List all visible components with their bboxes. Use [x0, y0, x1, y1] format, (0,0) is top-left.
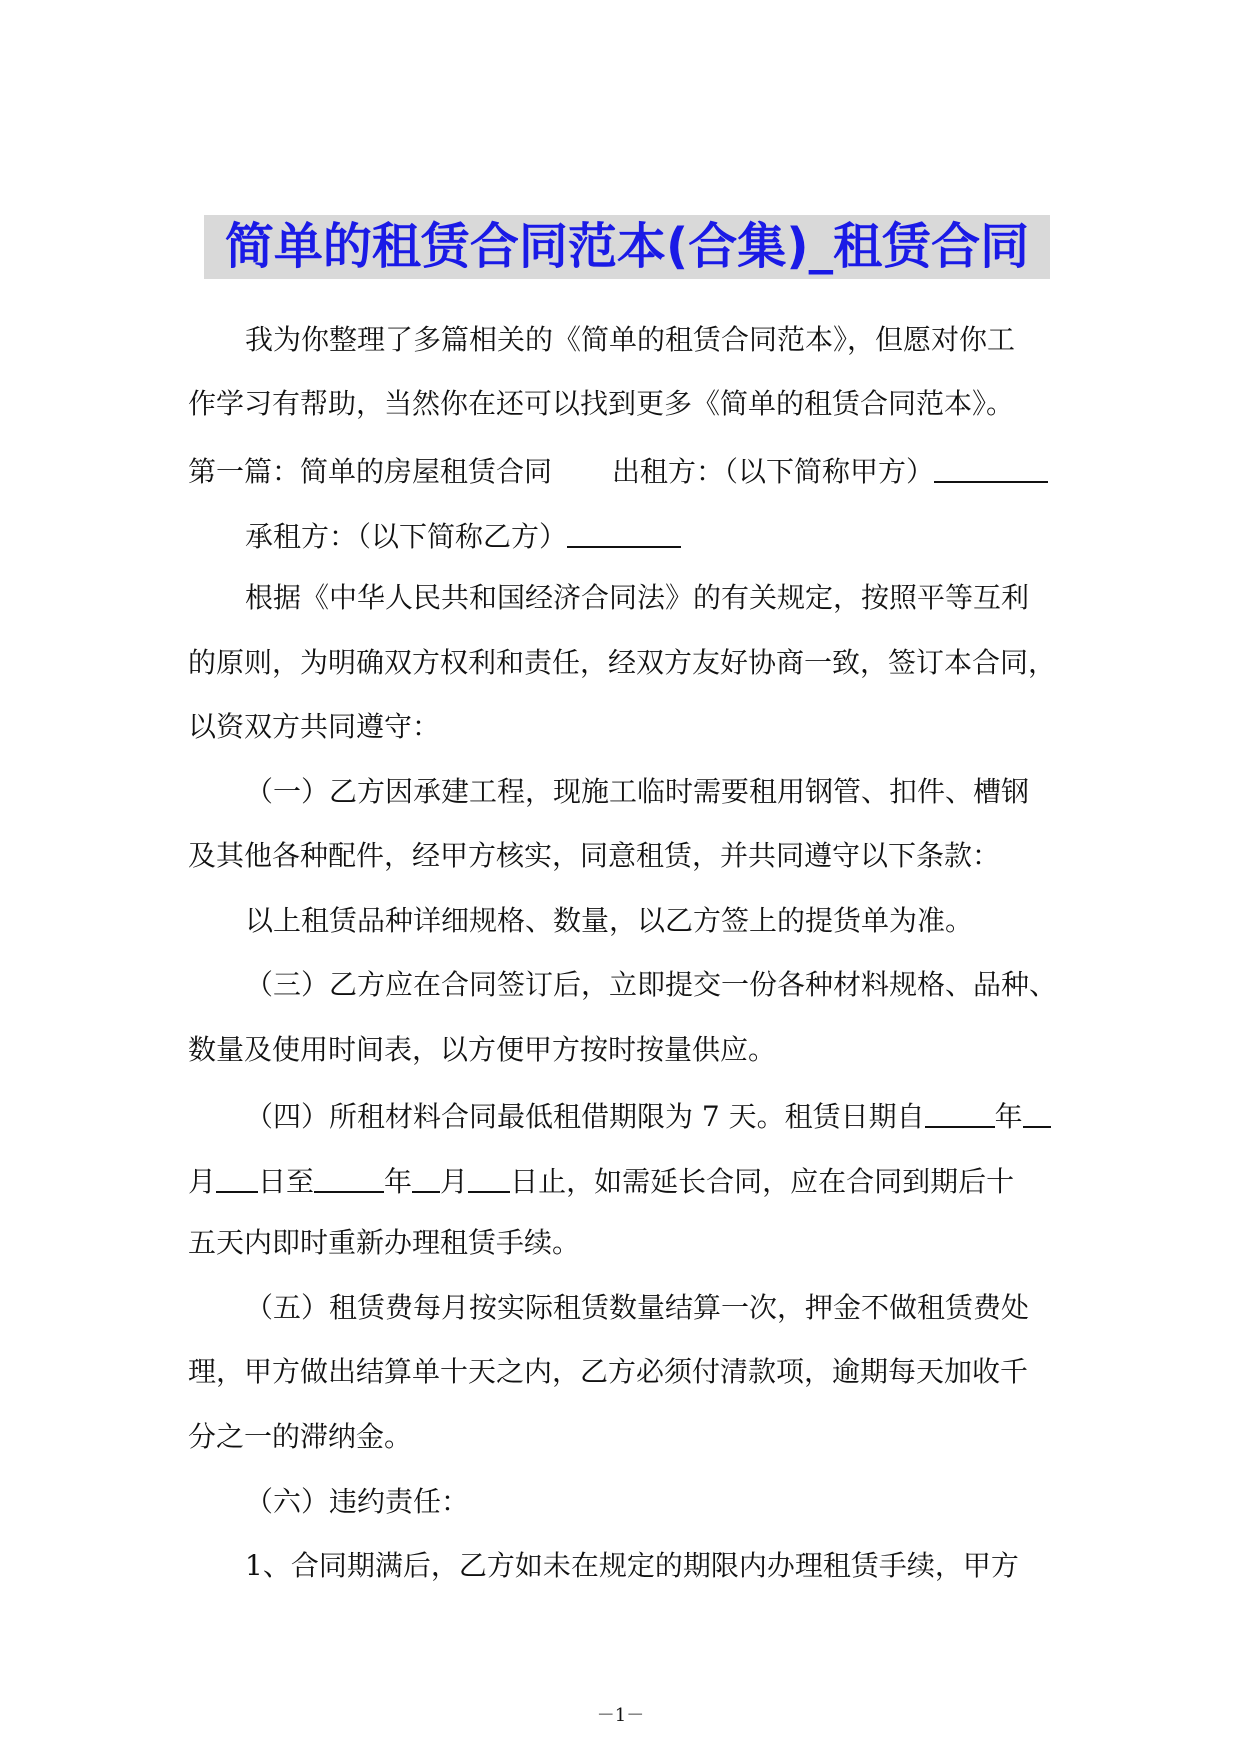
clause4-line-1 — [245, 1096, 1051, 1132]
intro-line-1: 我为你整理了多篇相关的《简单的租赁合同范本》，但愿对你工 — [245, 323, 1016, 356]
lessor-blank — [934, 453, 1048, 483]
lessee-label: 承租方：（以下简称乙方） — [245, 520, 568, 553]
lessor-label: 出租方：（以下简称甲方） — [612, 455, 935, 488]
month-label: 月 — [188, 1165, 217, 1198]
clause1-line-1: （一）乙方因承建工程，现施工临时需要租用钢管、扣件、槽钢 — [245, 775, 1030, 808]
clause4-line-2 — [188, 1161, 1014, 1197]
year-label: 年 — [994, 1100, 1023, 1133]
clause3-line-1: （三）乙方应在合同签订后，立即提交一份各种材料规格、品种、 — [245, 968, 1058, 1001]
day-to-label: 日至 — [258, 1165, 315, 1198]
intro-line-2: 作学习有帮助，当然你在还可以找到更多《简单的租赁合同范本》。 — [188, 387, 1015, 420]
clause6-heading: （六）违约责任： — [245, 1485, 470, 1518]
clause5-line-1: （五）租赁费每月按实际租赁数量结算一次，押金不做租赁费处 — [245, 1291, 1030, 1324]
end-month-label: 月 — [440, 1165, 469, 1198]
clause4-text: （四）所租材料合同最低租借期限为 7 天。租赁日期自 — [245, 1100, 925, 1133]
basis-line-1: 根据《中华人民共和国经济合同法》的有关规定，按照平等互利 — [245, 581, 1030, 614]
section-heading-line — [188, 451, 1048, 487]
start-day-blank — [216, 1163, 258, 1193]
clause4-line-3: 五天内即时重新办理租赁手续。 — [188, 1226, 581, 1259]
basis-line-2: 的原则，为明确双方权利和责任，经双方友好协商一致，签订本合同， — [188, 646, 1057, 679]
end-day-blank — [468, 1163, 510, 1193]
basis-line-3: 以资双方共同遵守： — [188, 710, 441, 743]
clause6-item-1: 1、合同期满后，乙方如未在规定的期限内办理租赁手续，甲方 — [245, 1549, 1019, 1582]
end-month-blank — [412, 1163, 440, 1193]
clause5-line-3: 分之一的滞纳金。 — [188, 1420, 413, 1453]
document-title: 简单的租赁合同范本(合集)_租赁合同 — [224, 218, 1030, 275]
start-year-blank — [925, 1098, 995, 1128]
title-highlight — [204, 215, 1050, 279]
end-year-blank — [314, 1163, 384, 1193]
start-month-blank-part — [1023, 1098, 1051, 1128]
clause2-line-1: 以上租赁品种详细规格、数量，以乙方签上的提货单为准。 — [245, 904, 974, 937]
lessee-blank — [567, 518, 681, 548]
end-year-label: 年 — [384, 1165, 413, 1198]
day-end-label: 日止，如需延长合同，应在合同到期后十 — [510, 1165, 1015, 1198]
lessee-line — [245, 516, 681, 552]
section1-heading: 第一篇：简单的房屋租赁合同 — [188, 455, 553, 488]
page-number: －1－ — [596, 1705, 645, 1726]
clause1-line-2: 及其他各种配件，经甲方核实，同意租赁，并共同遵守以下条款： — [188, 839, 1001, 872]
clause5-line-2: 理，甲方做出结算单十天之内，乙方必须付清款项，逾期每天加收千 — [188, 1355, 1029, 1388]
clause3-line-2: 数量及使用时间表，以方便甲方按时按量供应。 — [188, 1033, 777, 1066]
